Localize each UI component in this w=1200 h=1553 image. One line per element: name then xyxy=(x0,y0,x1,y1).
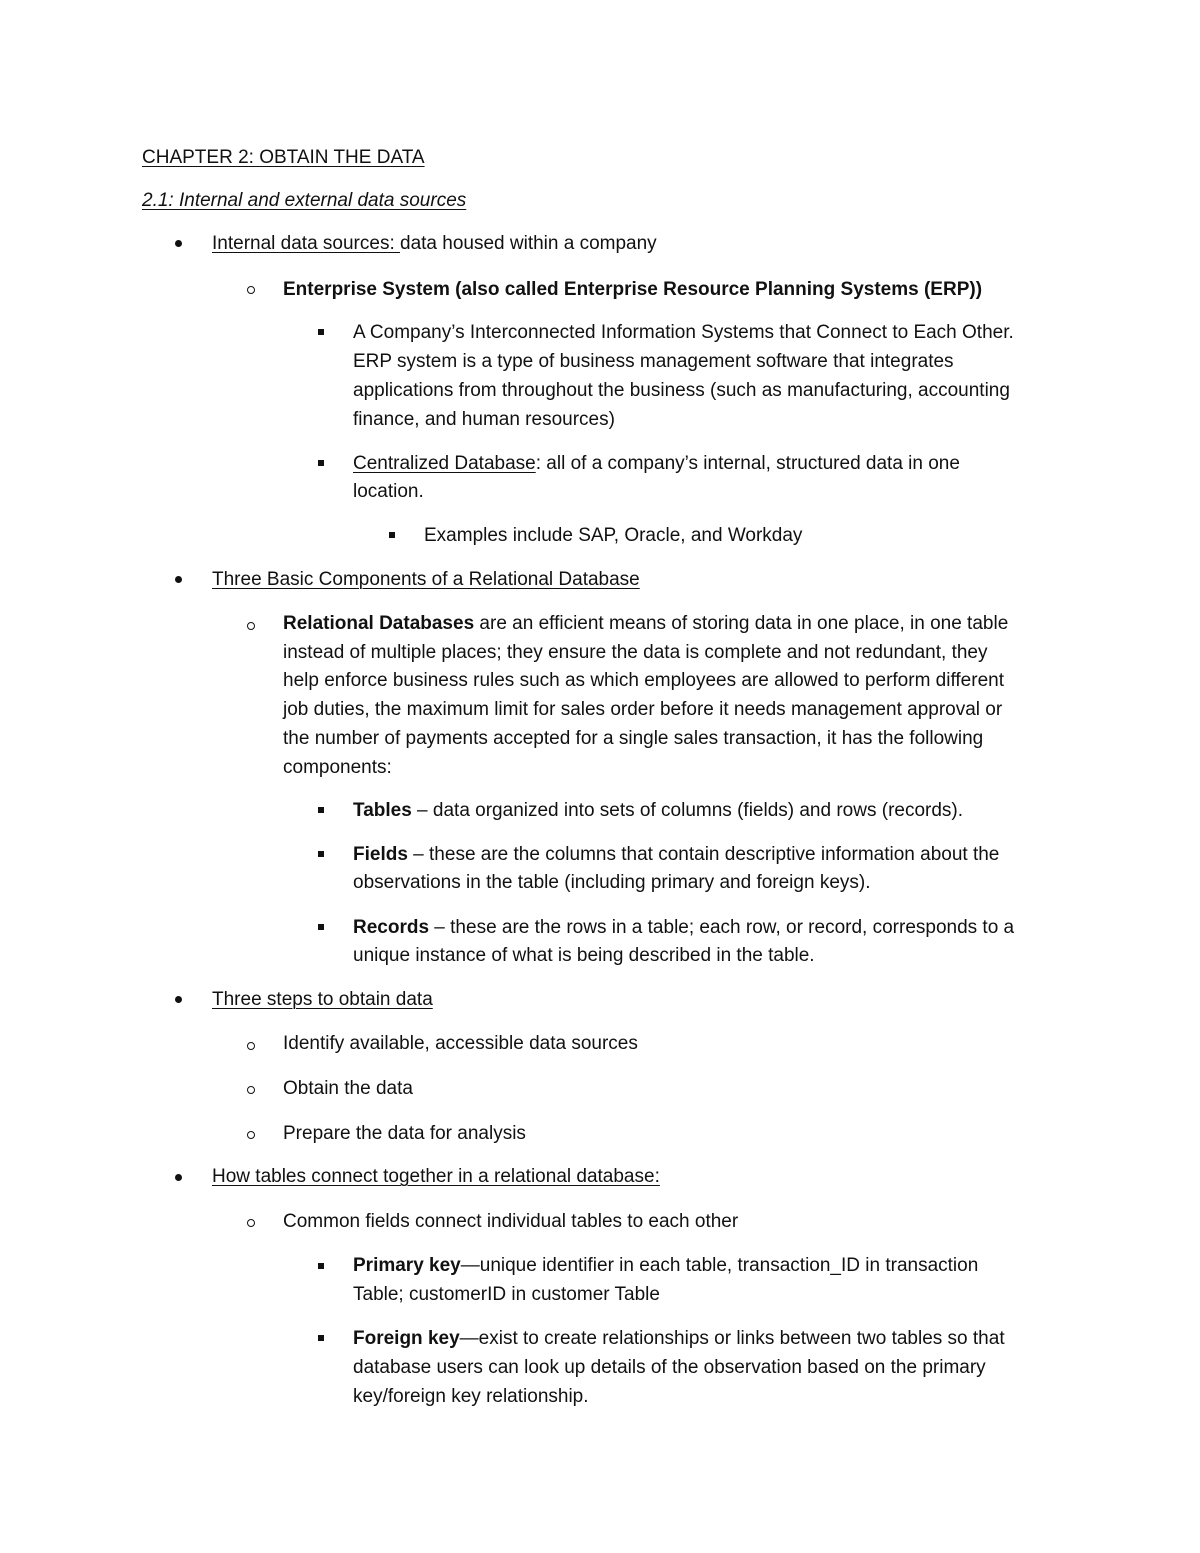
bullet-circle-icon xyxy=(247,1131,255,1139)
erp-desc-line-1: A Company’s Interconnected Information Systems that Connect to Each Other. xyxy=(353,322,1014,343)
erp-heading: Enterprise System (also called Enterprise Resource Planning Systems (ERP)) xyxy=(283,279,983,300)
rel-db-line-6: components: xyxy=(283,757,392,778)
common-fields-item: Common fields connect individual tables to each other xyxy=(283,1211,739,1232)
tables-item xyxy=(353,796,963,825)
bullet-square-icon xyxy=(318,851,324,857)
pk-line-2: Table; customerID in customer Table xyxy=(353,1284,660,1305)
bullet-dot-icon xyxy=(175,1174,182,1181)
central-db-line-2: location. xyxy=(353,481,424,502)
examples-item: Examples include SAP, Oracle, and Workday xyxy=(424,525,803,546)
rel-db-line-3: help enforce business rules such as which employees are allowed to perform different xyxy=(283,670,1004,691)
erp-desc-line-2: ERP system is a type of business management software that integrates xyxy=(353,351,954,372)
bullet-circle-icon xyxy=(247,1219,255,1227)
chapter-title: CHAPTER 2: OBTAIN THE DATA xyxy=(142,147,425,168)
bullet-dot-icon xyxy=(175,576,182,583)
rel-db-line-1 xyxy=(283,609,1008,638)
rel-db-line-5: the number of payments accepted for a single sales transaction, it has the following xyxy=(283,728,984,749)
bullet-square-icon xyxy=(318,1263,324,1269)
bullet-circle-icon xyxy=(247,1086,255,1094)
tables-bold: Tables xyxy=(353,800,412,821)
tables-text: – data organized into sets of columns (fields) and rows (records). xyxy=(411,800,964,821)
bullet-square-icon xyxy=(318,1335,324,1341)
steps-item-3: Prepare the data for analysis xyxy=(283,1123,526,1144)
records-line-2: unique instance of what is being described in the table. xyxy=(353,945,815,966)
bullet-circle-icon xyxy=(247,622,255,630)
rel-db-bold: Relational Databases xyxy=(283,613,475,634)
fk-text: —exist to create relationships or links between two tables so that xyxy=(459,1328,1005,1349)
erp-desc-line-3: applications from throughout the business (such as manufacturing, accounting xyxy=(353,380,1010,401)
bullet-dot-icon xyxy=(175,996,182,1003)
bullet-square-icon xyxy=(318,924,324,930)
fk-line-2: database users can look up details of the observation based on the primary xyxy=(353,1357,986,1378)
records-bold: Records xyxy=(353,917,430,938)
bullet-square-icon xyxy=(318,460,324,466)
pk-text: —unique identifier in each table, transaction_ID in transaction xyxy=(460,1255,979,1276)
bullet-square-icon xyxy=(389,532,395,538)
fields-bold: Fields xyxy=(353,844,408,865)
internal-sources-item xyxy=(212,229,657,258)
records-text: – these are the rows in a table; each row, or record, corresponds to a xyxy=(429,917,1015,938)
records-line-1 xyxy=(353,913,1014,942)
bullet-square-icon xyxy=(318,329,324,335)
fields-line-2: observations in the table (including primary and foreign keys). xyxy=(353,872,871,893)
section-title: 2.1: Internal and external data sources xyxy=(142,190,467,211)
fk-line-3: key/foreign key relationship. xyxy=(353,1386,589,1407)
pk-line-1 xyxy=(353,1251,978,1280)
central-db-text: : all of a company’s internal, structured data in one xyxy=(535,453,960,474)
steps-item-2: Obtain the data xyxy=(283,1078,413,1099)
connect-label: How tables connect together in a relational database: xyxy=(212,1166,660,1187)
components-label: Three Basic Components of a Relational Database xyxy=(212,569,640,590)
fk-line-1 xyxy=(353,1324,1005,1353)
internal-sources-text: data housed within a company xyxy=(400,233,657,254)
steps-label: Three steps to obtain data xyxy=(212,989,433,1010)
central-db-line-1 xyxy=(353,449,960,478)
internal-sources-label: Internal data sources: xyxy=(212,233,400,254)
bullet-square-icon xyxy=(318,807,324,813)
bullet-circle-icon xyxy=(247,286,255,294)
rel-db-text: are an efficient means of storing data in one place, in one table xyxy=(474,613,1009,634)
pk-bold: Primary key xyxy=(353,1255,461,1276)
erp-desc-line-4: finance, and human resources) xyxy=(353,409,615,430)
bullet-circle-icon xyxy=(247,1042,255,1050)
central-db-label: Centralized Database xyxy=(353,453,536,474)
rel-db-line-4: job duties, the maximum limit for sales order before it needs management approval or xyxy=(283,699,1003,720)
bullet-dot-icon xyxy=(175,240,182,247)
fields-line-1 xyxy=(353,840,999,869)
fk-bold: Foreign key xyxy=(353,1328,460,1349)
fields-text: – these are the columns that contain descriptive information about the xyxy=(407,844,1000,865)
steps-item-1: Identify available, accessible data sources xyxy=(283,1033,638,1054)
rel-db-line-2: instead of multiple places; they ensure the data is complete and not redundant, they xyxy=(283,642,988,663)
